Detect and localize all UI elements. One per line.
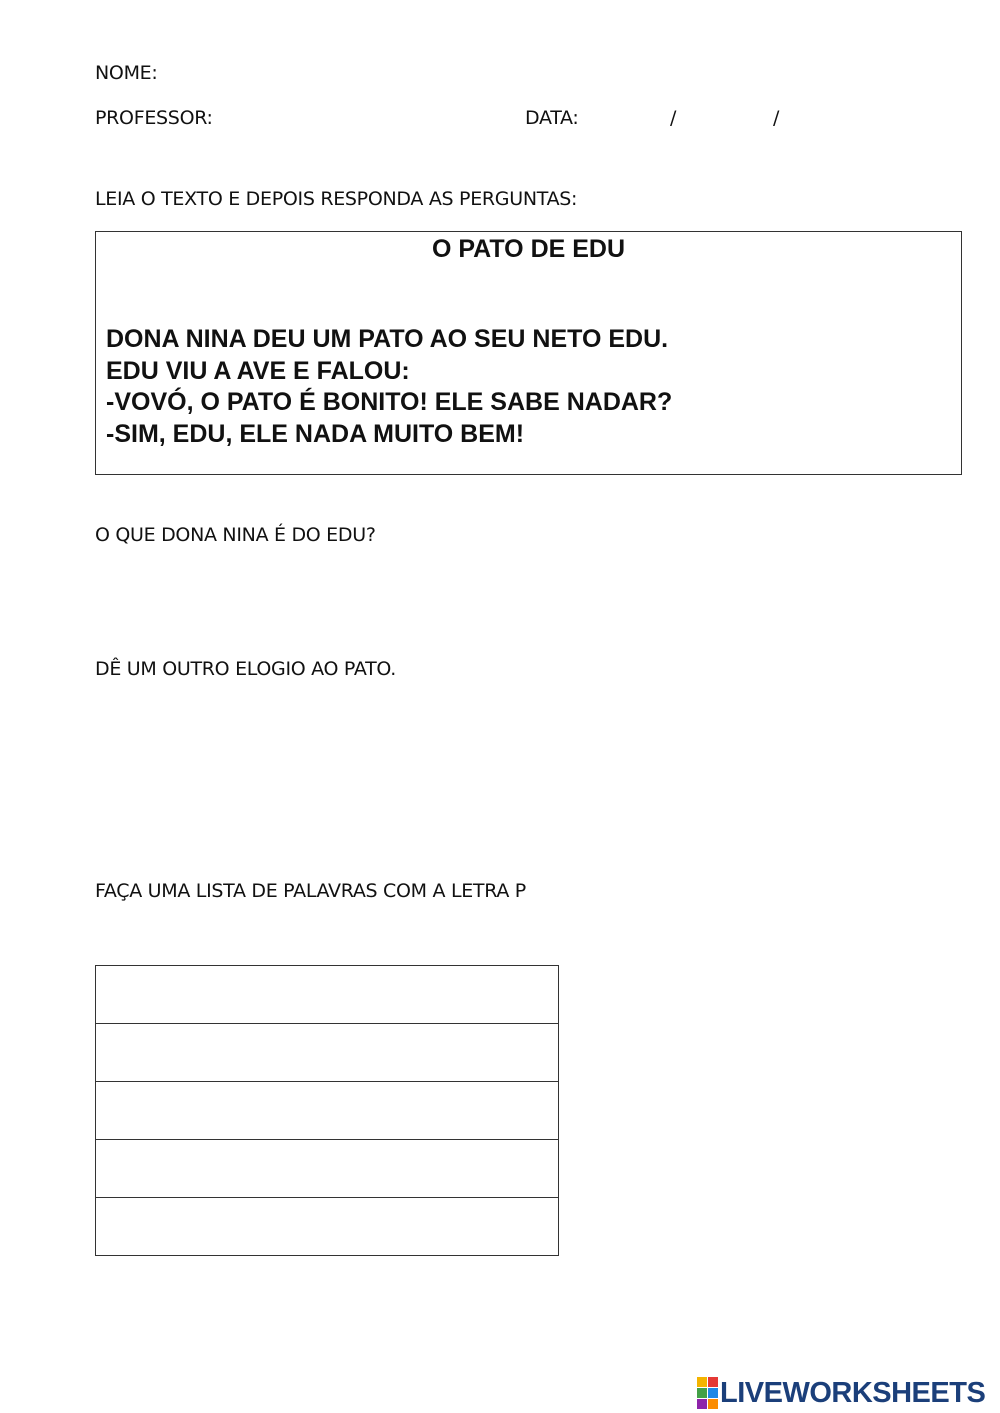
word-list-row [96,1198,559,1256]
story-line: DONA NINA DEU UM PATO AO SEU NETO EDU. [106,325,669,353]
word-list-cell[interactable] [96,1198,559,1256]
word-list-cell[interactable] [96,966,559,1024]
story-line: -VOVÓ, O PATO É BONITO! ELE SABE NADAR? [106,388,673,416]
word-list-row [96,1140,559,1198]
story-line: EDU VIU A AVE E FALOU: [106,356,410,385]
liveworksheets-logo[interactable] [697,1378,985,1408]
date-separator: / [670,107,677,129]
liveworksheets-logo-icon [697,1377,718,1409]
story-title: O PATO DE EDU [431,235,626,263]
story-text [106,324,672,450]
story-line: -SIM, EDU, ELE NADA MUITO BEM! [106,419,525,448]
word-list-row [96,1082,559,1140]
word-list-cell[interactable] [96,1140,559,1198]
word-list-row [96,966,559,1024]
question-2: DÊ UM OUTRO ELOGIO AO PATO. [95,658,397,680]
word-list-row [96,1024,559,1082]
teacher-label: PROFESSOR: [95,107,213,129]
word-list-cell[interactable] [96,1024,559,1082]
story-box [95,231,962,475]
date-label: DATA: [525,107,579,129]
question-1: O QUE DONA NINA É DO EDU? [95,524,376,546]
instruction-text: LEIA O TEXTO E DEPOIS RESPONDA AS PERGUNTAS: [95,188,578,210]
question-3: FAÇA UMA LISTA DE PALAVRAS COM A LETRA P [95,880,526,902]
word-list-cell[interactable] [96,1082,559,1140]
date-separator: / [773,107,780,129]
name-label: NOME: [95,62,158,84]
word-list-table [95,965,559,1256]
logo-text: LIVEWORKSHEETS [720,1377,986,1409]
